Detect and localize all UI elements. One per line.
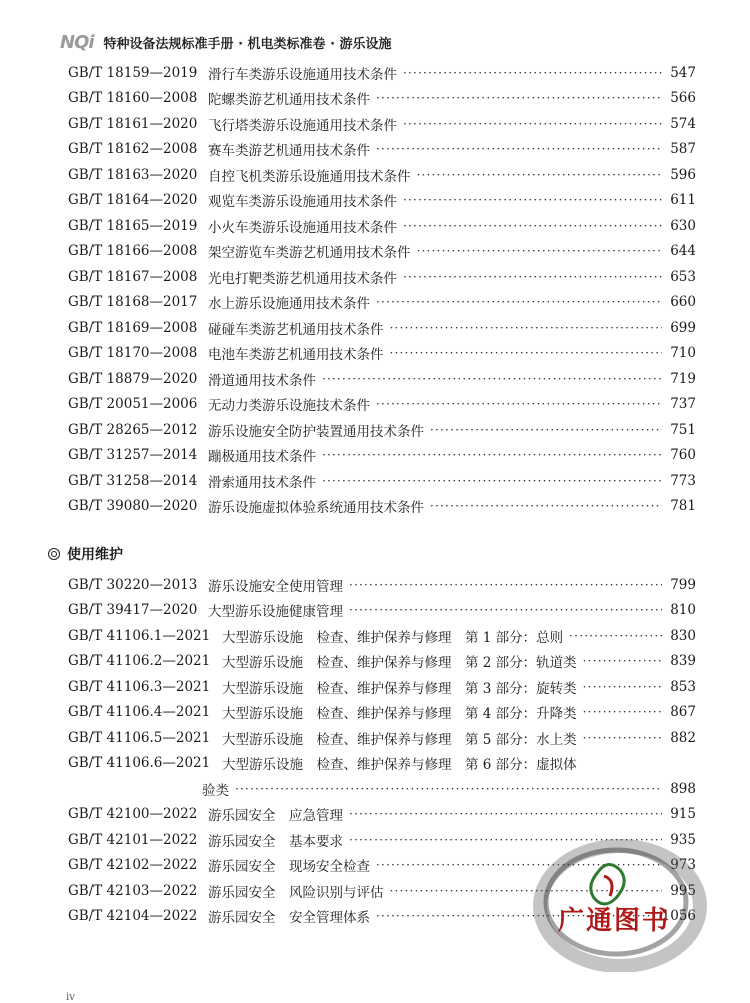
standard-code: GB/T 18164—2020 (68, 192, 198, 209)
dot-leader (322, 372, 662, 386)
publisher-logo: NQi (60, 31, 94, 53)
standard-title: 赛车类游艺机通用技术条件 (208, 143, 370, 160)
dot-leader (430, 499, 662, 513)
toc-entry (68, 443, 696, 469)
page-number: 653 (670, 268, 696, 285)
page-number: 853 (670, 678, 696, 695)
standard-title: 大型游乐设施 检查、维护保养与修理 第 6 部分：虚拟体 (222, 757, 577, 774)
dot-leader (376, 142, 662, 156)
dot-leader (322, 448, 662, 462)
page-number: 699 (670, 319, 696, 336)
standard-code: GB/T 18166—2008 (68, 243, 198, 260)
standard-title: 游乐园安全 安全管理体系 (208, 910, 370, 927)
page-number: 644 (670, 243, 696, 260)
page-number: 995 (670, 882, 696, 899)
standard-title: 游乐园安全 应急管理 (208, 808, 343, 825)
page-number: 547 (670, 64, 696, 81)
standard-title: 观览车类游乐设施通用技术条件 (208, 194, 397, 211)
page-number: 781 (670, 498, 696, 515)
dot-leader (583, 654, 662, 668)
standard-title: 游乐园安全 基本要求 (208, 833, 343, 850)
standard-title: 无动力类游乐设施技术条件 (208, 398, 370, 415)
page-number: 566 (670, 90, 696, 107)
dot-leader (235, 782, 662, 796)
toc-entry (68, 162, 696, 188)
toc-entry (68, 417, 696, 443)
toc-entry (68, 751, 696, 777)
toc-entry (68, 213, 696, 239)
standard-code: GB/T 42101—2022 (68, 831, 198, 848)
toc-entry (68, 188, 696, 214)
toc-entry (68, 315, 696, 341)
standard-code: GB/T 28265—2012 (68, 421, 198, 438)
standard-title: 游乐园安全 现场安全检查 (208, 859, 370, 876)
standard-code: GB/T 39080—2020 (68, 498, 198, 515)
standard-title: 大型游乐设施 检查、维护保养与修理 第 2 部分：轨道类 (222, 655, 577, 672)
toc-entry (68, 649, 696, 675)
page-number: 587 (670, 141, 696, 158)
standard-code: GB/T 18167—2008 (68, 268, 198, 285)
toc-entry (68, 725, 696, 751)
page-number: 935 (670, 831, 696, 848)
standard-title: 光电打靶类游艺机通用技术条件 (208, 270, 397, 287)
page-number: 760 (670, 447, 696, 464)
standard-title: 滑索通用技术条件 (208, 474, 316, 491)
standard-code: GB/T 42103—2022 (68, 882, 198, 899)
standard-title: 飞行塔类游乐设施通用技术条件 (208, 117, 397, 134)
dot-leader (583, 731, 662, 745)
dot-leader (403, 66, 662, 80)
toc-entry (68, 700, 696, 726)
standard-code: GB/T 18159—2019 (68, 64, 198, 81)
page-number: 710 (670, 345, 696, 362)
standard-code: GB/T 18169—2008 (68, 319, 198, 336)
section-heading (48, 541, 123, 567)
standard-title: 大型游乐设施 检查、维护保养与修理 第 1 部分：总则 (222, 629, 564, 646)
standard-title: 大型游乐设施健康管理 (208, 604, 343, 621)
standard-code: GB/T 39417—2020 (68, 602, 198, 619)
dot-leader (403, 270, 662, 284)
standard-title: 小火车类游乐设施通用技术条件 (208, 219, 397, 236)
dot-leader (430, 423, 662, 437)
standard-code: GB/T 31257—2014 (68, 447, 198, 464)
page-number: 737 (670, 396, 696, 413)
standard-title: 水上游乐设施通用技术条件 (208, 296, 370, 313)
standard-title-continuation: 验类 (202, 782, 229, 799)
standard-title: 电池车类游艺机通用技术条件 (208, 347, 384, 364)
page-number: 839 (670, 653, 696, 670)
toc-entry (68, 598, 696, 624)
dot-leader (349, 578, 662, 592)
standard-code: GB/T 20051—2006 (68, 396, 198, 413)
dot-leader (569, 629, 662, 643)
dot-leader (583, 680, 662, 694)
standard-title: 架空游览车类游艺机通用技术条件 (208, 245, 411, 262)
toc-entry (68, 802, 696, 828)
page-number: 611 (670, 192, 696, 209)
bookstore-seal-stamp (528, 832, 708, 972)
standard-title: 游乐设施安全使用管理 (208, 578, 343, 595)
dot-leader (583, 705, 662, 719)
toc-entry (68, 468, 696, 494)
standard-code: GB/T 18879—2020 (68, 370, 198, 387)
standard-code: GB/T 18160—2008 (68, 90, 198, 107)
standard-code: GB/T 41106.4—2021 (68, 704, 211, 721)
dot-leader (322, 474, 662, 488)
standard-code: GB/T 41106.6—2021 (68, 755, 211, 772)
page-number: 898 (670, 780, 696, 797)
dot-leader (349, 603, 662, 617)
standard-code: GB/T 18161—2020 (68, 115, 198, 132)
page-number: 830 (670, 627, 696, 644)
standard-title: 大型游乐设施 检查、维护保养与修理 第 5 部分：水上类 (222, 731, 577, 748)
page-number: 574 (670, 115, 696, 132)
standard-code: GB/T 41106.5—2021 (68, 729, 211, 746)
standard-code: GB/T 18163—2020 (68, 166, 198, 183)
standard-code: GB/T 42102—2022 (68, 857, 198, 874)
toc-entry (68, 264, 696, 290)
toc-entry (68, 494, 696, 520)
toc-entry (68, 572, 696, 598)
page-number: 630 (670, 217, 696, 234)
toc-entry (68, 60, 696, 86)
dot-leader (376, 397, 662, 411)
toc-entry (68, 290, 696, 316)
standard-title: 蹦极通用技术条件 (208, 449, 316, 466)
dot-leader (376, 91, 662, 105)
dot-leader (403, 219, 662, 233)
standard-code: GB/T 18162—2008 (68, 141, 198, 158)
standard-code: GB/T 42100—2022 (68, 806, 198, 823)
dot-leader (417, 244, 663, 258)
standard-title: 游乐设施虚拟体验系统通用技术条件 (208, 500, 424, 517)
toc-entry (68, 239, 696, 265)
page-number: 660 (670, 294, 696, 311)
double-circle-icon (48, 548, 60, 560)
dot-leader (376, 295, 662, 309)
toc-entry (68, 392, 696, 418)
dot-leader (403, 117, 662, 131)
toc-entry-continuation (68, 776, 696, 802)
standard-title: 大型游乐设施 检查、维护保养与修理 第 4 部分：升降类 (222, 706, 577, 723)
standard-title: 游乐园安全 风险识别与评估 (208, 884, 384, 901)
toc-list-standards (68, 60, 696, 519)
dot-leader (403, 193, 662, 207)
toc-entry (68, 623, 696, 649)
toc-entry (68, 137, 696, 163)
dot-leader (390, 346, 663, 360)
standard-code: GB/T 42104—2022 (68, 908, 198, 925)
standard-title: 碰碰车类游艺机通用技术条件 (208, 321, 384, 338)
page-number: 799 (670, 576, 696, 593)
standard-code: GB/T 41106.2—2021 (68, 653, 211, 670)
page-number: 596 (670, 166, 696, 183)
standard-code: GB/T 18168—2017 (68, 294, 198, 311)
page-number-mark: iv (66, 992, 75, 1003)
toc-entry (68, 366, 696, 392)
page-header (60, 30, 392, 54)
standard-code: GB/T 18165—2019 (68, 217, 198, 234)
page-number: 751 (670, 421, 696, 438)
standard-title: 滑道通用技术条件 (208, 372, 316, 389)
standard-code: GB/T 41106.3—2021 (68, 678, 211, 695)
standard-title: 滑行车类游乐设施通用技术条件 (208, 66, 397, 83)
page-number: 773 (670, 472, 696, 489)
dot-leader (417, 168, 663, 182)
standard-title: 自控飞机类游乐设施通用技术条件 (208, 168, 411, 185)
seal-text: 广通图书 (558, 906, 671, 936)
standard-code: GB/T 30220—2013 (68, 576, 198, 593)
standard-title: 陀螺类游艺机通用技术条件 (208, 92, 370, 109)
page-number: 867 (670, 704, 696, 721)
page-number: 882 (670, 729, 696, 746)
standard-code: GB/T 31258—2014 (68, 472, 198, 489)
page-number: 1056 (661, 908, 696, 925)
page-number: 973 (670, 857, 696, 874)
dot-leader (390, 321, 663, 335)
dot-leader (349, 807, 662, 821)
toc-entry (68, 111, 696, 137)
page-number: 810 (670, 602, 696, 619)
standard-title: 游乐设施安全防护装置通用技术条件 (208, 423, 424, 440)
standard-code: GB/T 18170—2008 (68, 345, 198, 362)
standard-title: 大型游乐设施 检查、维护保养与修理 第 3 部分：旋转类 (222, 680, 577, 697)
toc-entry (68, 674, 696, 700)
running-header-title: 特种设备法规标准手册 · 机电类标准卷 · 游乐设施 (103, 36, 392, 52)
page-number: 915 (670, 806, 696, 823)
page-number: 719 (670, 370, 696, 387)
toc-entry (68, 86, 696, 112)
section-title: 使用维护 (67, 547, 123, 563)
toc-entry (68, 341, 696, 367)
standard-code: GB/T 41106.1—2021 (68, 627, 211, 644)
